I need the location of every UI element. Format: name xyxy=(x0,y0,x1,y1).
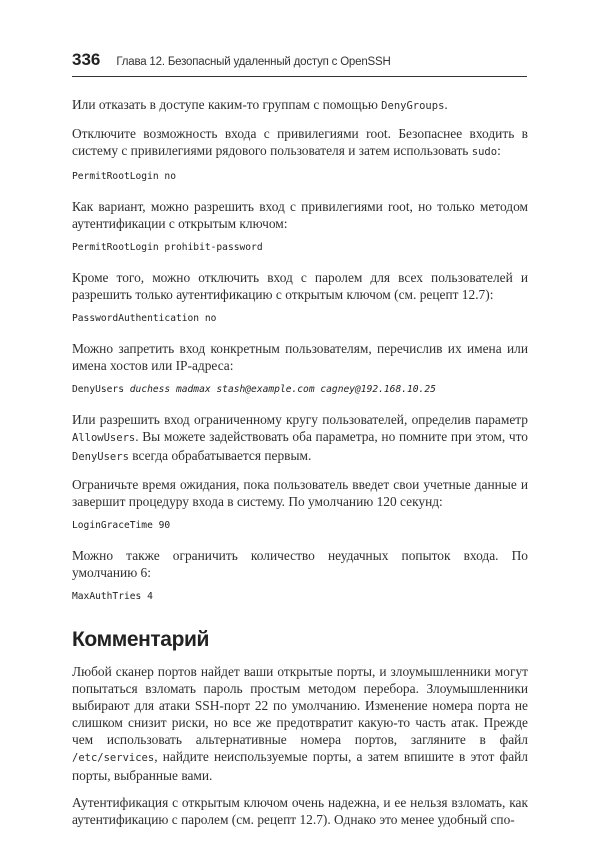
code-block: PasswordAuthentication no xyxy=(72,313,217,324)
code-block: PermitRootLogin no xyxy=(72,171,176,182)
paragraph: Любой сканер портов найдет ваши открытые порты, и злоумышленники могут попытаться взломать пароль простым методом перебора. Злоумышленники выбирают для атаки SSH-порт 22 по умолчанию. Изменение номера порта не слишком снизит риски, но все же предотвратит какую-то часть атак. Прежде чем использовать альтернативные номера портов, загляните в файл /etc/services, найдите неиспользуемые порты, а затем впишите в этот файл порты, выбранные вами. xyxy=(72,664,528,783)
code-arguments: duchess madmax stash@example.com cagney@192.168.10.25 xyxy=(129,384,436,395)
paragraph: Кроме того, можно отключить вход с паролем для всех пользователей и разрешить только аутентификацию с открытым ключом (см. рецепт 12.7): xyxy=(72,270,528,302)
paragraph: Или разрешить вход ограниченному кругу пользователей, определив параметр AllowUsers. Вы можете задействовать оба параметра, но помните при этом, что DenyUsers всегда обрабатывается первым. xyxy=(72,412,528,463)
page-number: 336 xyxy=(72,50,101,69)
code-block xyxy=(72,384,528,395)
code-block: LoginGraceTime 90 xyxy=(72,520,171,531)
paragraph: Или отказать в доступе каким-то группам с помощью DenyGroups. xyxy=(72,97,448,112)
paragraph: Как вариант, можно разрешить вход с привилегиями root, но только методом аутентификации с открытым ключом: xyxy=(72,199,528,231)
section-heading: Комментарий xyxy=(72,628,210,651)
paragraph: Аутентификация с открытым ключом очень надежна, и ее нельзя взломать, как аутентификацию с паролем (см. рецепт 12.7). Однако это менее удобный спо- xyxy=(72,795,528,827)
page-body xyxy=(72,96,528,838)
paragraph: Отключите возможность входа с привилегиями root. Безопаснее входить в систему с привилегиями рядового пользователя и затем использовать sudo: xyxy=(72,126,528,158)
chapter-title: Глава 12. Безопасный удаленный доступ с OpenSSH xyxy=(116,56,391,68)
running-header xyxy=(72,50,527,77)
code-block: PermitRootLogin prohibit-password xyxy=(72,242,263,253)
inline-code: DenyGroups xyxy=(381,100,445,112)
paragraph: Можно также ограничить количество неудачных попыток входа. По умолчанию 6: xyxy=(72,548,528,580)
inline-code: sudo xyxy=(471,146,498,158)
code-keyword: DenyUsers xyxy=(72,384,130,395)
inline-code: DenyUsers xyxy=(72,451,129,463)
paragraph: Можно запретить вход конкретным пользователям, перечислив их имена или имена хостов или IP-адреса: xyxy=(72,341,528,373)
code-block: MaxAuthTries 4 xyxy=(72,591,153,602)
inline-code: /etc/services xyxy=(72,752,155,764)
paragraph: Ограничьте время ожидания, пока пользователь введет свои учетные данные и завершит процедуру входа в систему. По умолчанию 120 секунд: xyxy=(72,477,528,509)
inline-code: AllowUsers xyxy=(72,432,136,444)
